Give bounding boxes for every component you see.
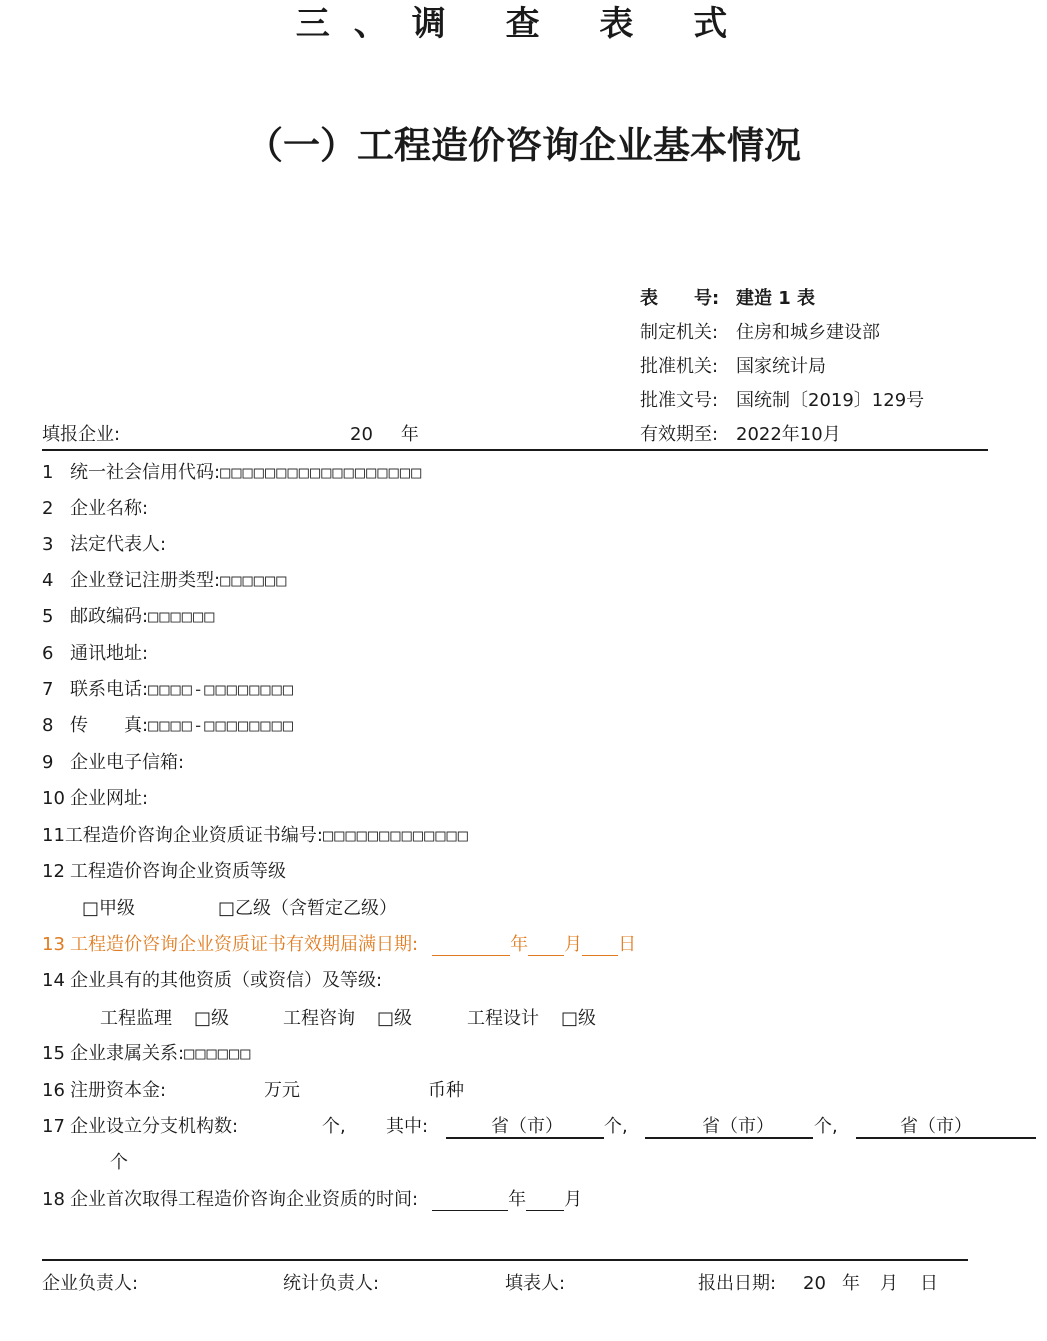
capital-unit: 万元 <box>264 1080 300 1101</box>
row-number: 17 <box>42 1116 65 1137</box>
address-label: 通讯地址: <box>70 643 149 664</box>
design-qualification <box>467 1008 596 1030</box>
credit-code-boxes[interactable]: □□□□□□□□□□□□□□□□□□ <box>220 463 423 483</box>
form-row-9 <box>42 752 184 774</box>
report-date-prefix: 20 <box>803 1273 826 1294</box>
affiliation-boxes[interactable]: □□□□□□ <box>184 1044 252 1064</box>
row-number: 13 <box>42 934 65 955</box>
row-number: 8 <box>42 715 54 736</box>
reporting-company-label: 填报企业: <box>42 424 121 445</box>
first-qualification-month-field[interactable] <box>526 1192 564 1211</box>
row-number: 1 <box>42 462 54 483</box>
form-row-6 <box>42 643 148 665</box>
table-number-label: 表 号: <box>640 288 720 309</box>
consulting-qualification <box>283 1008 412 1030</box>
province-label-1: 省（市） <box>491 1116 563 1137</box>
form-row-8 <box>42 715 294 737</box>
valid-until-label: 有效期至: <box>640 424 719 445</box>
form-row-2 <box>42 498 148 520</box>
phone-label: 联系电话: <box>70 679 149 700</box>
branch-count-unit: 个, <box>322 1116 346 1137</box>
form-row-11 <box>42 825 469 847</box>
consulting-grade-box[interactable]: □级 <box>377 1008 413 1029</box>
row-number: 4 <box>42 570 54 591</box>
page-subtitle: （一）工程造价咨询企业基本情况 <box>246 124 801 167</box>
currency-label: 币种 <box>428 1080 464 1101</box>
supervision-label: 工程监理 <box>100 1008 172 1029</box>
design-label: 工程设计 <box>467 1008 539 1029</box>
first-qualification-date-label: 企业首次取得工程造价咨询企业资质的时间: <box>70 1189 419 1210</box>
legal-rep-label: 法定代表人: <box>70 534 167 555</box>
year-label: 年 <box>510 934 529 955</box>
cert-number-label: 11工程造价咨询企业资质证书编号: <box>42 825 323 846</box>
first-qualification-year-field[interactable] <box>432 1192 508 1211</box>
company-head-label: 企业负责人: <box>42 1273 139 1294</box>
issuing-org-line <box>640 322 880 344</box>
cert-expiry-month-field[interactable] <box>528 937 564 956</box>
approval-doc-value: 国统制〔2019〕129号 <box>736 390 925 411</box>
website-label: 企业网址: <box>70 788 149 809</box>
cert-expiry-year-field[interactable] <box>432 937 510 956</box>
approver-line <box>640 356 826 378</box>
province-label-2: 省（市） <box>702 1116 774 1137</box>
valid-until-value: 2022年10月 <box>736 424 841 445</box>
company-name-label: 企业名称: <box>70 498 149 519</box>
approval-doc-line <box>640 390 924 412</box>
cert-expiry-label: 工程造价咨询企业资质证书有效期届满日期: <box>70 934 419 955</box>
year-label: 年 <box>508 1189 527 1210</box>
cert-number-boxes[interactable]: □□□□□□□□□□□□□ <box>322 826 470 846</box>
report-date-year: 年 <box>842 1273 860 1294</box>
page-title: 三、调 查 表 式 <box>295 4 752 44</box>
month-label: 月 <box>564 1189 583 1210</box>
row-number: 7 <box>42 679 54 700</box>
report-year-label: 年 <box>400 424 419 445</box>
phone-boxes[interactable]: □□□□-□□□□□□□□ <box>148 680 295 700</box>
row-number: 15 <box>42 1043 65 1064</box>
other-qualification-label: 企业具有的其他资质（或资信）及等级: <box>70 970 383 991</box>
row-number: 10 <box>42 788 65 809</box>
issuing-org-label: 制定机关: <box>640 322 719 343</box>
table-number-line <box>640 288 815 310</box>
registration-type-boxes[interactable]: □□□□□□ <box>220 571 288 591</box>
postal-code-boxes[interactable]: □□□□□□ <box>148 607 216 627</box>
form-row-13 <box>42 934 636 956</box>
form-row-3 <box>42 534 166 556</box>
row-number: 9 <box>42 752 54 773</box>
form-row-1 <box>42 462 422 484</box>
consulting-label: 工程咨询 <box>283 1008 355 1029</box>
form-row-5 <box>42 606 216 628</box>
province-unit-3: 个 <box>110 1152 128 1173</box>
among-label: 其中: <box>386 1116 429 1137</box>
approver-label: 批准机关: <box>640 356 719 377</box>
row-number: 6 <box>42 643 54 664</box>
report-date-label: 报出日期: <box>698 1273 777 1294</box>
grade-option-b[interactable]: □乙级（含暂定乙级） <box>218 898 398 919</box>
filler-label: 填表人: <box>505 1273 566 1294</box>
row-number: 12 <box>42 861 65 882</box>
grade-option-a[interactable]: □甲级 <box>82 898 136 919</box>
report-date-month: 月 <box>880 1273 898 1294</box>
supervision-qualification <box>100 1008 229 1030</box>
valid-until-line <box>640 424 841 446</box>
approval-doc-label: 批准文号: <box>640 390 719 411</box>
province-unit-1: 个, <box>604 1116 628 1137</box>
stat-head-label: 统计负责人: <box>283 1273 380 1294</box>
form-row-7 <box>42 679 294 701</box>
province-label-3: 省（市） <box>900 1116 972 1137</box>
affiliation-label: 企业隶属关系: <box>70 1043 185 1064</box>
header-divider <box>42 449 988 451</box>
form-row-16 <box>42 1080 166 1102</box>
qualification-grade-label: 工程造价咨询企业资质等级 <box>70 861 286 882</box>
form-row-18 <box>42 1189 582 1211</box>
form-row-15 <box>42 1043 252 1065</box>
registration-type-label: 企业登记注册类型: <box>70 570 221 591</box>
report-year <box>350 424 419 446</box>
registered-capital-label: 注册资本金: <box>70 1080 167 1101</box>
design-grade-box[interactable]: □级 <box>561 1008 597 1029</box>
report-date-day: 日 <box>920 1273 938 1294</box>
row-number: 18 <box>42 1189 65 1210</box>
month-label: 月 <box>564 934 583 955</box>
day-label: 日 <box>618 934 637 955</box>
form-row-10 <box>42 788 148 810</box>
fax-boxes[interactable]: □□□□-□□□□□□□□ <box>148 716 295 736</box>
form-row-17 <box>42 1116 238 1138</box>
fax-label: 传 真: <box>70 715 149 736</box>
row-number: 3 <box>42 534 54 555</box>
footer-divider <box>42 1259 968 1261</box>
table-number-value: 建造 1 表 <box>736 288 816 309</box>
postal-code-label: 邮政编码: <box>70 606 149 627</box>
row-number: 14 <box>42 970 65 991</box>
form-row-12 <box>42 861 286 883</box>
province-unit-2: 个, <box>814 1116 838 1137</box>
form-row-4 <box>42 570 288 592</box>
supervision-grade-box[interactable]: □级 <box>194 1008 230 1029</box>
branch-count-label: 企业设立分支机构数: <box>70 1116 239 1137</box>
row-number: 5 <box>42 606 54 627</box>
cert-expiry-day-field[interactable] <box>582 937 618 956</box>
row-number: 16 <box>42 1080 65 1101</box>
row-number: 2 <box>42 498 54 519</box>
email-label: 企业电子信箱: <box>70 752 185 773</box>
form-row-14 <box>42 970 382 992</box>
report-year-prefix: 20 <box>350 424 373 445</box>
credit-code-label: 统一社会信用代码: <box>70 462 221 483</box>
approver-value: 国家统计局 <box>736 356 826 377</box>
issuing-org-value: 住房和城乡建设部 <box>736 322 880 343</box>
